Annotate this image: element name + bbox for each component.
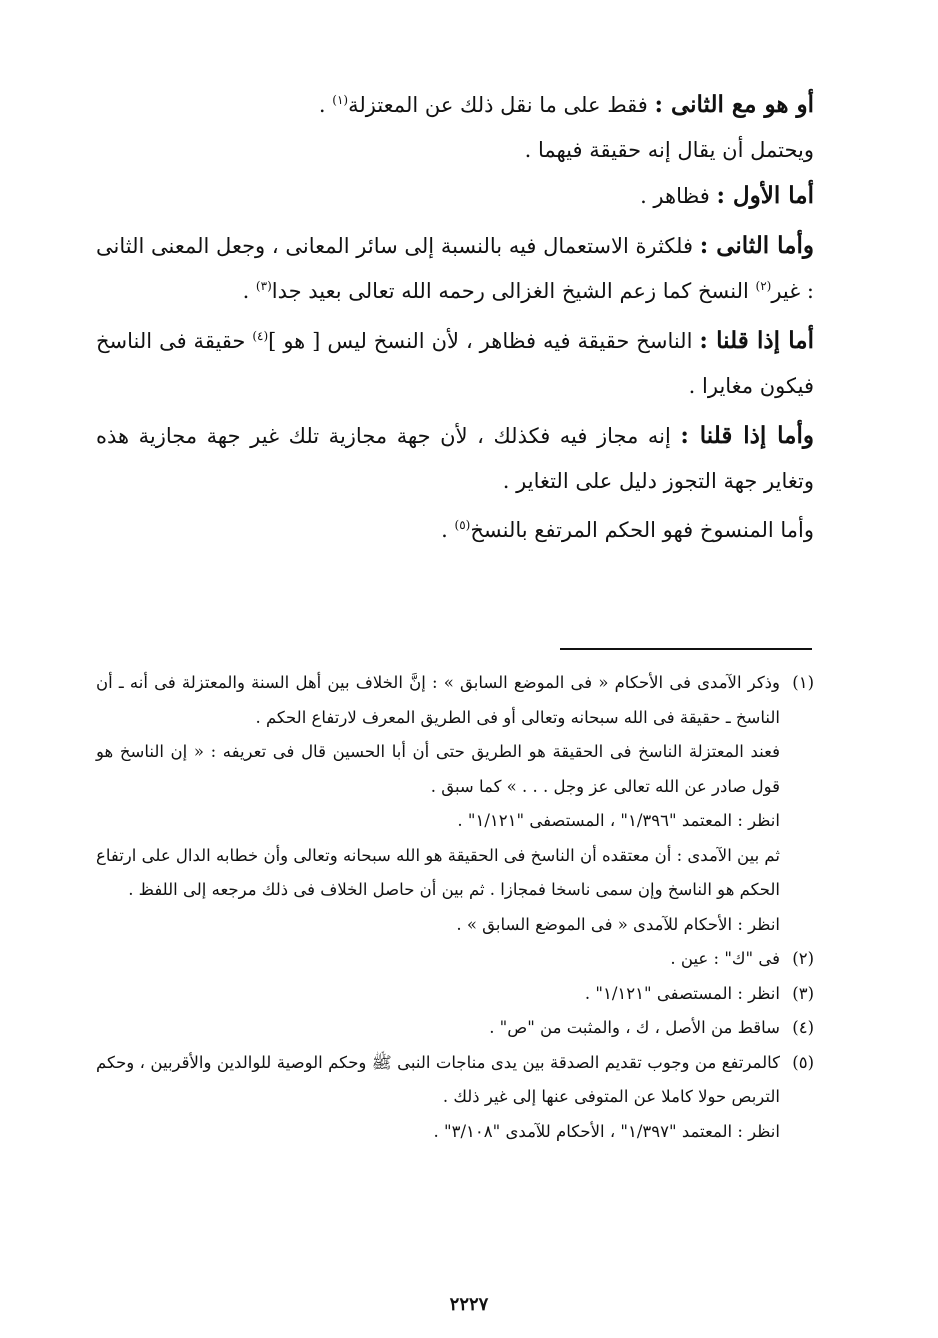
paragraph-text: فظاهر . xyxy=(640,184,717,208)
paragraph-text: الناسخ حقيقة فيه فظاهر ، لأن النسخ ليس [ هو ] xyxy=(268,329,700,353)
footnote-text: فى "ك" : عين . xyxy=(670,949,780,968)
keyword: وأما إذا قلنا : xyxy=(680,422,814,449)
footnote-text: انظر : الأحكام للآمدى « فى الموضع السابق » . xyxy=(456,914,780,934)
paragraph-text: وأما المنسوخ فهو الحكم المرتفع بالنسخ xyxy=(470,518,814,542)
footnote-1-continuation xyxy=(96,735,814,804)
paragraph-text: النسخ كما زعم الشيخ الغزالى رحمه الله تعالى بعيد جدا xyxy=(271,279,756,303)
footnote-ref: (٥) xyxy=(454,518,471,532)
footnote-text: ثم بين الآمدى : أن معتقده أن الناسخ فى الحقيقة هو الله سبحانه وتعالى وأن خطابه الدال على ارتفاع الحكم هو الناسخ وإن سمى ناسخا فمجازا . ثم بين أن حاصل الخلاف فى ذلك مرجعه إلى اللفظ . xyxy=(96,845,780,899)
footnotes xyxy=(96,666,814,1149)
footnote-text: انظر : المستصفى "١/١٢١" . xyxy=(584,983,780,1003)
paragraph-6 xyxy=(96,413,814,504)
footnote-text: ساقط من الأصل ، ك ، والمثبت من "ص" . xyxy=(489,1018,780,1037)
paragraph-2 xyxy=(96,128,814,173)
footnote-text: انظر : المعتمد "١/٣٩٦" ، المستصفى "١/١٢١" . xyxy=(457,811,780,830)
paragraph-end: . xyxy=(318,93,333,117)
paragraph-text: فقط على ما نقل ذلك عن المعتزلة xyxy=(348,93,655,117)
footnote-1-reference xyxy=(96,804,814,839)
keyword: أما إذا قلنا : xyxy=(699,327,815,354)
footnote-separator xyxy=(560,648,812,650)
footnote-1-continuation xyxy=(96,839,814,908)
footnote-2 xyxy=(96,942,814,977)
page-number: ٢٢٢٧ xyxy=(449,1294,489,1315)
paragraph-1 xyxy=(96,82,814,128)
footnote-ref: (١) xyxy=(332,93,349,107)
footnote-number: (١) xyxy=(792,673,814,692)
footnote-text: وذكر الآمدى فى الأحكام « فى الموضع السابق » : إنَّ الخلاف بين أهل السنة والمعتزلة فى أنه ـ أن الناسخ ـ حقيقة فى الله سبحانه وتعالى أو فى الطريق المعرف لارتفاع الحكم . xyxy=(96,673,780,727)
main-text xyxy=(96,82,814,553)
paragraph-text: حقيقة فى الناسخ فيكون مغايرا . xyxy=(96,329,814,398)
footnote-5-reference xyxy=(96,1115,814,1150)
footnote-number: (٣) xyxy=(792,983,814,1003)
paragraph-5 xyxy=(96,318,814,409)
keyword: أو هو مع الثانى : xyxy=(654,91,814,118)
footnote-number: (٤) xyxy=(792,1018,814,1037)
footnote-text: فعند المعتزلة الناسخ فى الحقيقة هو الطريق حتى أن أبا الحسين قال فى تعريفه : « إن الناسخ هو قول صادر عن الله تعالى عز وجل . . . » كما سبق . xyxy=(96,742,780,796)
paragraph-text: إنه مجاز فيه فكذلك ، لأن جهة مجازية تلك غير جهة مجازية هذه وتغاير جهة التجوز دليل على التغاير . xyxy=(96,424,814,493)
keyword: أما الأول : xyxy=(716,182,814,209)
paragraph-end: . xyxy=(242,279,256,303)
paragraph-4 xyxy=(96,223,814,314)
footnote-4 xyxy=(96,1011,814,1046)
footnote-5 xyxy=(96,1046,814,1115)
footnote-text: انظر : المعتمد "١/٣٩٧" ، الأحكام للآمدى "٣/١٠٨" . xyxy=(433,1121,780,1141)
footnote-text: كالمرتفع من وجوب تقديم الصدقة بين يدى مناجات النبى ﷺ وحكم الوصية للوالدين والأقربين ، وحكم التربص حولا كاملا عن المتوفى عنها إلى غير ذلك . xyxy=(96,1052,780,1106)
keyword: وأما الثانى : xyxy=(699,232,814,259)
footnote-3 xyxy=(96,977,814,1012)
footnote-ref: (٢) xyxy=(755,279,772,293)
paragraph-text: ويحتمل أن يقال إنه حقيقة فيهما . xyxy=(524,138,814,162)
footnote-ref: (٤) xyxy=(252,329,269,343)
paragraph-7 xyxy=(96,508,814,553)
footnote-number: (٢) xyxy=(792,949,814,968)
footnote-ref: (٣) xyxy=(255,279,272,293)
footnote-1 xyxy=(96,666,814,735)
paragraph-end: . xyxy=(441,518,455,542)
paragraph-text: فلكثرة الاستعمال فيه بالنسبة إلى سائر المعانى ، وجعل المعنى الثانى : غير xyxy=(96,234,814,303)
footnote-1-reference xyxy=(96,908,814,943)
paragraph-3 xyxy=(96,173,814,219)
footnote-number: (٥) xyxy=(792,1052,814,1072)
